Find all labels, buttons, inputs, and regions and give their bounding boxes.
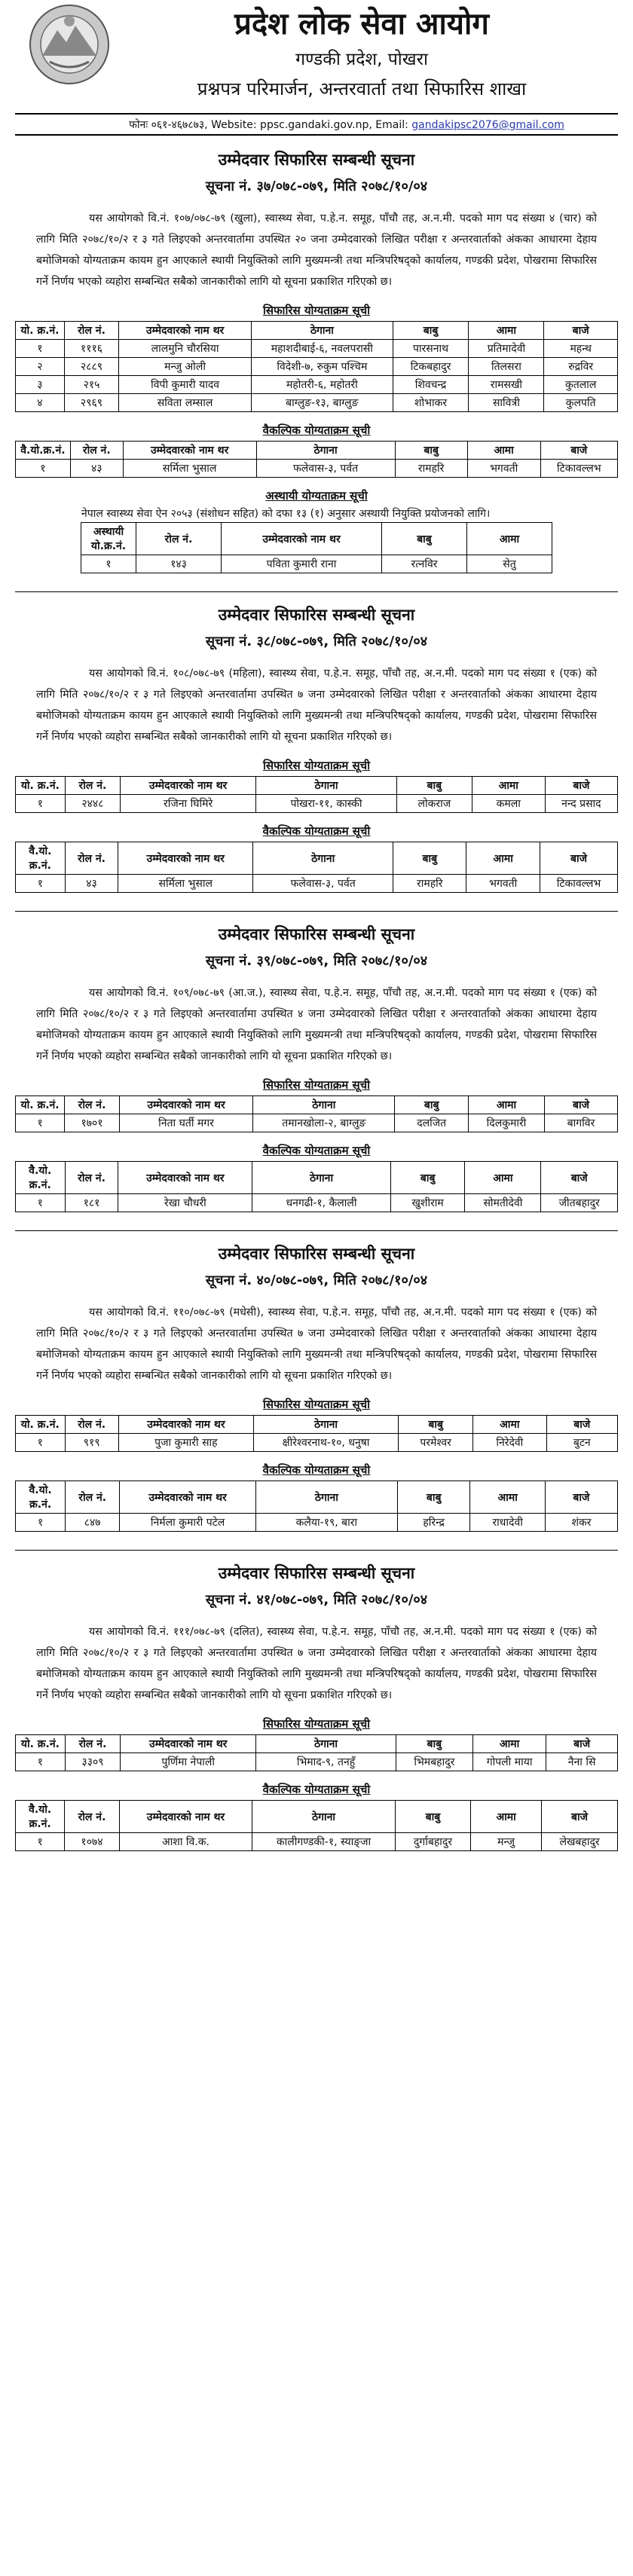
table-cell: दलजित: [395, 1114, 469, 1132]
column-header: उम्मेदवारको नाम थर: [119, 1801, 252, 1833]
table-cell: १: [16, 1434, 66, 1452]
table-cell: ३३०९: [65, 1753, 120, 1771]
column-header: बाबु: [396, 1735, 472, 1753]
table-cell: २४४८: [65, 795, 120, 813]
column-header: रोल नं.: [65, 1735, 120, 1753]
table-cell: निर्मला कुमारी पटेल: [120, 1514, 256, 1532]
section-heading: अस्थायी योग्यताक्रम सूची: [265, 489, 368, 503]
table-cell: कुलपति: [544, 394, 618, 412]
table-cell: महोतरी-६, महोतरी: [252, 376, 393, 394]
table-row: [16, 1833, 618, 1851]
table-header-row: [16, 842, 618, 875]
section-heading: सिफारिस योग्यताक्रम सूची: [262, 759, 371, 772]
notice-paragraph: यस आयोगको वि.नं. १०७/०७८-७९ (खुला), स्वास्थ्य सेवा, प.हे.न. समूह, पाँचौ तह, अ.न.मी. पदको माग पद संख्या ४ (चार) को लागि मिति २०७८/१०/२ र ३ गते लिइएको अन्तरवार्तामा उपस्थित २० जना उम्मेदवारको लिखित परीक्षा र अन्तरवार्ताको अंकका आधारमा देहाय बमोजिमको योग्यताक्रम कायम हुन आएकाले स्थायी नियुक्तिको लागि मुख्यमन्त्री तथा मन्त्रिपरिषद्को कार्यालय, गण्डकी प्रदेश, पोखरामा सिफारिस गर्ने निर्णय भएको व्यहोरा सम्बन्धित सबैको जानकारीको लागि यो सूचना प्रकाशित गरिएको छ।: [36, 212, 597, 288]
table-cell: धनगढी-१, कैलाली: [252, 1194, 391, 1212]
column-header: यो. क्र.नं.: [16, 777, 66, 795]
notice-title: उम्मेदवार सिफारिस सम्बन्धी सूचना: [218, 151, 415, 169]
column-header: यो. क्र.नं.: [16, 1735, 66, 1753]
column-header: बाजे: [544, 1096, 617, 1114]
column-header: बाबु: [382, 523, 467, 555]
notice-block: [15, 1230, 618, 1532]
table-cell: पविता कुमारी राना: [222, 555, 382, 573]
table-cell: २१५: [64, 376, 118, 394]
table-cell: बुटन: [546, 1434, 617, 1452]
table-cell: प्रतिमादेवी: [469, 340, 544, 358]
notice-block: [15, 137, 618, 573]
table-row: [16, 340, 618, 358]
notice-block: [15, 1550, 618, 1851]
column-header: आमा: [469, 322, 544, 340]
section-heading: वैकल्पिक योग्यताक्रम सूची: [262, 423, 371, 437]
section-heading: वैकल्पिक योग्यताक्रम सूची: [262, 1783, 371, 1796]
column-header: बाबु: [395, 442, 467, 460]
column-header: बाबु: [390, 1162, 465, 1194]
table-cell: भगवती: [466, 875, 540, 893]
table-cell: तमानखोला-२, बाग्लुङ: [253, 1114, 395, 1132]
table-header-row: [16, 1096, 618, 1114]
notice-paragraph: यस आयोगको वि.नं. १११/०७८-७९ (दलित), स्वास्थ्य सेवा, प.हे.न. समूह, पाँचौ तह, अ.न.मी. पदको माग पद संख्या १ (एक) को लागि मिति २०७८/१०/२ र ३ गते लिइएको अन्तरवार्तामा उपस्थित ७ जना उम्मेदवारको लिखित परीक्षा र अन्तरवार्ताको अंकका आधारमा देहाय बमोजिमको योग्यताक्रम कायम हुन आएकाले स्थायी नियुक्तिको लागि मुख्यमन्त्री तथा मन्त्रिपरिषद्को कार्यालय, गण्डकी प्रदेश, पोखरामा सिफारिस गर्ने निर्णय भएको व्यहोरा सम्बन्धित सबैको जानकारीको लागि यो सूचना प्रकाशित गरिएको छ।: [36, 1626, 597, 1701]
column-header: बाजे: [546, 1735, 618, 1753]
table-row: [16, 1514, 618, 1532]
table-cell: तिलसरा: [469, 358, 544, 376]
table-cell: आशा वि.क.: [119, 1833, 252, 1851]
column-header: आमा: [472, 1735, 546, 1753]
column-header: ठेगाना: [252, 1162, 391, 1194]
table-cell: कुतलाल: [544, 376, 618, 394]
table-cell: रेखा चौधरी: [118, 1194, 252, 1212]
notice-paragraph: यस आयोगको वि.नं. १०९/०७८-७९ (आ.ज.), स्वास्थ्य सेवा, प.हे.न. समूह, पाँचौ तह, अ.न.मी. पदको माग पद संख्या १ (एक) को लागि मिति २०७८/१०/२ र ३ गते लिइएको अन्तरवार्तामा उपस्थित ४ जना उम्मेदवारको लिखित परीक्षा र अन्तरवार्ताको अंकका आधारमा देहाय बमोजिमको योग्यताक्रम कायम हुन आएकाले स्थायी नियुक्तिको लागि मुख्यमन्त्री तथा मन्त्रिपरिषद्को कार्यालय, गण्डकी प्रदेश, पोखरामा सिफारिस गर्ने निर्णय भएको व्यहोरा सम्बन्धित सबैको जानकारीको लागि यो सूचना प्रकाशित गरिएको छ।: [36, 987, 597, 1062]
table-cell: रामहरि: [393, 875, 466, 893]
column-header: ठेगाना: [252, 322, 393, 340]
table-cell: १८१: [65, 1194, 118, 1212]
notice-title: उम्मेदवार सिफारिस सम्बन्धी सूचना: [218, 1564, 415, 1582]
section-heading: सिफारिस योग्यताक्रम सूची: [262, 1078, 371, 1092]
column-header: बाजे: [541, 1162, 618, 1194]
table-cell: पोखरा-११, कास्की: [256, 795, 397, 813]
table-cell: महन्थ: [544, 340, 618, 358]
office-title: प्रदेश लोक सेवा आयोग: [234, 7, 489, 41]
column-header: बाबु: [395, 1801, 470, 1833]
table-cell: २: [16, 358, 65, 376]
column-header: उम्मेदवारको नाम थर: [118, 1416, 253, 1434]
section-heading: वैकल्पिक योग्यताक्रम सूची: [262, 824, 371, 838]
table-cell: १७०१: [65, 1114, 120, 1132]
table-row: [81, 555, 552, 573]
table-cell: क्षीरेश्वरनाथ-१०, धनुषा: [253, 1434, 398, 1452]
table-header-row: [16, 442, 618, 460]
table-header-row: [16, 777, 618, 795]
column-header: ठेगाना: [253, 1096, 395, 1114]
column-header: रोल नं.: [66, 1481, 120, 1514]
column-header: बाबु: [397, 1481, 470, 1514]
table-cell: रुद्रविर: [544, 358, 618, 376]
table-row: [16, 875, 618, 893]
column-header: रोल नं.: [136, 523, 222, 555]
table-cell: विपी कुमारी यादव: [119, 376, 252, 394]
column-header: बाबु: [396, 777, 472, 795]
table-cell: १: [16, 460, 71, 478]
table-cell: महाशदीबाई-६, नवलपरासी: [252, 340, 393, 358]
column-header: बाबु: [399, 1416, 473, 1434]
table-cell: १: [16, 1833, 65, 1851]
letterhead-text: [121, 0, 603, 101]
table-cell: नन्द प्रसाद: [545, 795, 617, 813]
table-header-row: [81, 523, 552, 555]
table-cell: रामहरि: [395, 460, 467, 478]
table-row: [16, 460, 618, 478]
table-cell: १: [16, 1753, 66, 1771]
table-header-row: [16, 1162, 618, 1194]
table-cell: सोमतीदेवी: [465, 1194, 541, 1212]
notice-title: उम्मेदवार सिफारिस सम्बन्धी सूचना: [218, 925, 415, 943]
table-cell: हरिन्द्र: [397, 1514, 470, 1532]
column-header: यो. क्र.नं.: [16, 1096, 65, 1114]
table-cell: १: [16, 1114, 65, 1132]
column-header: ठेगाना: [252, 1801, 396, 1833]
table-row: [16, 1114, 618, 1132]
table-cell: १४३: [136, 555, 222, 573]
column-header: वै.यो. क्र.नं.: [16, 1162, 66, 1194]
header-divider-bottom: [15, 134, 618, 136]
table-cell: लोकराज: [396, 795, 472, 813]
table-cell: टिकावल्लभ: [540, 875, 618, 893]
table-cell: फलेवास-३, पर्वत: [256, 460, 395, 478]
office-location: गण्डकी प्रदेश, पोखरा: [295, 50, 428, 69]
table-cell: शंकर: [545, 1514, 617, 1532]
column-header: वै.यो. क्र.नं.: [16, 842, 66, 875]
table-cell: १: [16, 875, 66, 893]
table-cell: गोपली माया: [472, 1753, 546, 1771]
column-header: यो. क्र.नं.: [16, 1416, 66, 1434]
notice-paragraph: यस आयोगको वि.नं. ११०/०७८-७९ (मधेसी), स्वास्थ्य सेवा, प.हे.न. समूह, पाँचौ तह, अ.न.मी. पदको माग पद संख्या १ (एक) को लागि मिति २०७८/१०/२ र ३ गते लिइएको अन्तरवार्तामा उपस्थित ७ जना उम्मेदवारको लिखित परीक्षा र अन्तरवार्ताको अंकका आधारमा देहाय बमोजिमको योग्यताक्रम कायम हुन आएकाले स्थायी नियुक्तिको लागि मुख्यमन्त्री तथा मन्त्रिपरिषद्को कार्यालय, गण्डकी प्रदेश, पोखरामा सिफारिस गर्ने निर्णय भएको व्यहोरा सम्बन्धित सबैको जानकारीको लागि यो सूचना प्रकाशित गरिएको छ।: [36, 1306, 597, 1382]
table-row: [16, 1194, 618, 1212]
table-cell: रत्नविर: [382, 555, 467, 573]
table-cell: १११६: [64, 340, 118, 358]
column-header: आमा: [465, 1162, 541, 1194]
column-header: आमा: [468, 1096, 544, 1114]
notices-container: [0, 137, 633, 1851]
table-cell: १: [16, 1194, 66, 1212]
table-cell: निरेदेवी: [473, 1434, 547, 1452]
table-cell: ४३: [70, 460, 123, 478]
table-cell: निता घर्ती मगर: [119, 1114, 252, 1132]
column-header: आमा: [473, 1416, 547, 1434]
notice-paragraph: यस आयोगको वि.नं. १०८/०७८-७९ (महिला), स्वास्थ्य सेवा, प.हे.न. समूह, पाँचौ तह, अ.न.मी. पदको माग पद संख्या १ (एक) को लागि मिति २०७८/१०/२ र ३ गते लिइएको अन्तरवार्तामा उपस्थित ७ जना उम्मेदवारको लिखित परीक्षा र अन्तरवार्ताको अंकका आधारमा देहाय बमोजिमको योग्यताक्रम कायम हुन आएकाले स्थायी नियुक्तिको लागि मुख्यमन्त्री तथा मन्त्रिपरिषद्को कार्यालय, गण्डकी प्रदेश, पोखरामा सिफारिस गर्ने निर्णय भएको व्यहोरा सम्बन्धित सबैको जानकारीको लागि यो सूचना प्रकाशित गरिएको छ।: [36, 668, 597, 743]
merit-table: [15, 842, 618, 893]
merit-table: [15, 441, 618, 478]
column-header: वै.यो. क्र.नं.: [16, 1481, 66, 1514]
table-cell: भिमाद-९, तनहुँ: [256, 1753, 396, 1771]
column-header: उम्मेदवारको नाम थर: [119, 1096, 252, 1114]
column-header: ठेगाना: [256, 442, 395, 460]
column-header: रोल नं.: [65, 777, 120, 795]
column-header: ठेगाना: [256, 1735, 396, 1753]
table-cell: विदेशी-७, रुकुम पश्चिम: [252, 358, 393, 376]
table-cell: १: [16, 795, 66, 813]
column-header: बाजे: [546, 1416, 617, 1434]
column-header: रोल नं.: [65, 1096, 120, 1114]
column-header: रोल नं.: [65, 1416, 118, 1434]
table-cell: २८८९: [64, 358, 118, 376]
column-header: ठेगाना: [256, 777, 397, 795]
column-header: उम्मेदवारको नाम थर: [121, 777, 256, 795]
letterhead: [0, 0, 633, 137]
column-header: ठेगाना: [255, 1481, 397, 1514]
table-cell: कमला: [472, 795, 545, 813]
column-header: आमा: [467, 442, 540, 460]
column-header: आमा: [470, 1481, 545, 1514]
column-header: आमा: [472, 777, 545, 795]
column-header: उम्मेदवारको नाम थर: [120, 1481, 256, 1514]
merit-table: [15, 1734, 618, 1771]
merit-table: [15, 321, 618, 412]
column-header: बाबु: [395, 1096, 469, 1114]
branch-name: प्रश्नपत्र परिमार्जन, अन्तरवार्ता तथा सिफारिस शाखा: [197, 78, 527, 99]
section-heading: सिफारिस योग्यताक्रम सूची: [262, 1398, 371, 1411]
table-cell: कलैया-१९, बारा: [255, 1514, 397, 1532]
table-cell: नैना सि: [546, 1753, 618, 1771]
table-cell: ९१९: [65, 1434, 118, 1452]
notice-title: उम्मेदवार सिफारिस सम्बन्धी सूचना: [218, 1245, 415, 1263]
column-header: रोल नं.: [64, 322, 118, 340]
email-link[interactable]: gandakipsc2076@gmail.com: [411, 119, 564, 131]
column-header: रोल नं.: [65, 842, 118, 875]
merit-table: [15, 1481, 618, 1532]
table-cell: रामसखी: [469, 376, 544, 394]
table-cell: फलेवास-३, पर्वत: [253, 875, 393, 893]
table-cell: पारसनाथ: [393, 340, 469, 358]
table-row: [16, 376, 618, 394]
table-cell: दुर्गाबहादुर: [395, 1833, 470, 1851]
table-cell: ४: [16, 394, 65, 412]
column-header: ठेगाना: [253, 842, 393, 875]
table-cell: खुशीराम: [390, 1194, 465, 1212]
notice-number-date: सूचना नं. ४१/०७८-०७९, मिति २०७८/१०/०४: [205, 1592, 428, 1608]
table-cell: मन्जु: [471, 1833, 542, 1851]
column-header: आमा: [471, 1801, 542, 1833]
merit-table: [15, 1161, 618, 1212]
table-cell: १: [16, 340, 65, 358]
table-cell: १०७४: [65, 1833, 119, 1851]
column-header: उम्मेदवारको नाम थर: [119, 322, 252, 340]
column-header: बाजे: [540, 442, 617, 460]
notice-title: उम्मेदवार सिफारिस सम्बन्धी सूचना: [218, 606, 415, 624]
table-cell: पुर्णिमा नेपाली: [121, 1753, 256, 1771]
table-cell: लालमुनि चौरसिया: [119, 340, 252, 358]
column-header: बाजे: [542, 1801, 618, 1833]
contact-text: फोनः ०६१-४६७८७३, Website: ppsc.gandaki.gov.np, Email:: [129, 119, 412, 131]
column-header: यो. क्र.नं.: [16, 322, 65, 340]
column-header: ठेगाना: [253, 1416, 398, 1434]
table-row: [16, 394, 618, 412]
table-cell: जीतबहादुर: [541, 1194, 618, 1212]
column-header: बाजे: [540, 842, 618, 875]
section-heading: सिफारिस योग्यताक्रम सूची: [262, 304, 371, 317]
merit-table: [15, 1800, 618, 1851]
merit-table: [15, 1095, 618, 1132]
table-cell: ४३: [65, 875, 118, 893]
table-row: [16, 1753, 618, 1771]
table-header-row: [16, 1801, 618, 1833]
contact-line: [83, 118, 610, 132]
table-cell: पुजा कुमारी साह: [118, 1434, 253, 1452]
nepal-emblem-icon: [27, 3, 112, 86]
table-cell: सेतु: [467, 555, 552, 573]
merit-table: [15, 776, 618, 813]
table-cell: टिकावल्लभ: [540, 460, 617, 478]
column-header: रोल नं.: [65, 1801, 119, 1833]
table-cell: सर्मिला भुसाल: [123, 460, 256, 478]
table-header-row: [16, 322, 618, 340]
notice-number-date: सूचना नं. ४०/०७८-०७९, मिति २०७८/१०/०४: [205, 1273, 428, 1288]
section-heading: वैकल्पिक योग्यताक्रम सूची: [262, 1144, 371, 1157]
table-cell: राधादेवी: [470, 1514, 545, 1532]
table-cell: २९६९: [64, 394, 118, 412]
merit-table: [81, 522, 552, 573]
table-cell: टिकबहादुर: [393, 358, 469, 376]
header-divider-top: [15, 113, 618, 115]
table-cell: दिलकुमारी: [468, 1114, 544, 1132]
column-header: रोल नं.: [70, 442, 123, 460]
column-header: उम्मेदवारको नाम थर: [222, 523, 382, 555]
table-cell: शिवचन्द्र: [393, 376, 469, 394]
section-heading: वैकल्पिक योग्यताक्रम सूची: [262, 1463, 371, 1477]
table-cell: मन्जु ओली: [119, 358, 252, 376]
table-header-row: [16, 1735, 618, 1753]
table-cell: सर्मिला भुसाल: [118, 875, 253, 893]
column-header: बाजे: [544, 322, 618, 340]
table-cell: सावित्री: [469, 394, 544, 412]
table-row: [16, 1434, 618, 1452]
table-cell: भिमबहादुर: [396, 1753, 472, 1771]
notice-number-date: सूचना नं. ३७/०७८-०७९, मिति २०७८/१०/०४: [205, 179, 428, 194]
column-header: उम्मेदवारको नाम थर: [118, 1162, 252, 1194]
table-cell: १: [81, 555, 136, 573]
notice-block: [15, 911, 618, 1212]
column-header: बाबु: [393, 322, 469, 340]
notice-number-date: सूचना नं. ३८/०७८-०७९, मिति २०७८/१०/०४: [205, 634, 428, 649]
table-cell: शोभाकर: [393, 394, 469, 412]
column-header: बाजे: [545, 777, 617, 795]
merit-table: [15, 1415, 618, 1452]
notice-block: [15, 591, 618, 893]
column-header: उम्मेदवारको नाम थर: [118, 842, 253, 875]
column-header: उम्मेदवारको नाम थर: [121, 1735, 256, 1753]
table-cell: बाग्लुङ-१३, बाग्लुङ: [252, 394, 393, 412]
section-note: नेपाल स्वास्थ्य सेवा ऐन २०५३ (संशोधन सहित) को दफा १३ (१) अनुसार अस्थायी नियुक्ति प्रयोजनको लागि।: [81, 508, 491, 520]
table-cell: भगवती: [467, 460, 540, 478]
table-row: [16, 358, 618, 376]
table-cell: लेखबहादुर: [542, 1833, 618, 1851]
section-heading: सिफारिस योग्यताक्रम सूची: [262, 1717, 371, 1731]
table-cell: ८४७: [66, 1514, 120, 1532]
column-header: बाबु: [393, 842, 466, 875]
table-cell: ३: [16, 376, 65, 394]
table-cell: रजिना घिमिरे: [121, 795, 256, 813]
column-header: आमा: [467, 523, 552, 555]
column-header: उम्मेदवारको नाम थर: [123, 442, 256, 460]
column-header: वै.यो. क्र.नं.: [16, 1801, 65, 1833]
table-cell: सविता लम्साल: [119, 394, 252, 412]
table-cell: कालीगण्डकी-१, स्याङ्जा: [252, 1833, 396, 1851]
table-cell: परमेश्वर: [399, 1434, 473, 1452]
column-header: रोल नं.: [65, 1162, 118, 1194]
column-header: वै.यो.क्र.नं.: [16, 442, 71, 460]
column-header: बाजे: [545, 1481, 617, 1514]
table-header-row: [16, 1481, 618, 1514]
column-header: अस्थायी यो.क्र.नं.: [81, 523, 136, 555]
table-header-row: [16, 1416, 618, 1434]
table-cell: बागविर: [544, 1114, 617, 1132]
table-cell: १: [16, 1514, 66, 1532]
table-row: [16, 795, 618, 813]
column-header: आमा: [466, 842, 540, 875]
notice-number-date: सूचना नं. ३९/०७८-०७९, मिति २०७८/१०/०४: [205, 953, 428, 969]
